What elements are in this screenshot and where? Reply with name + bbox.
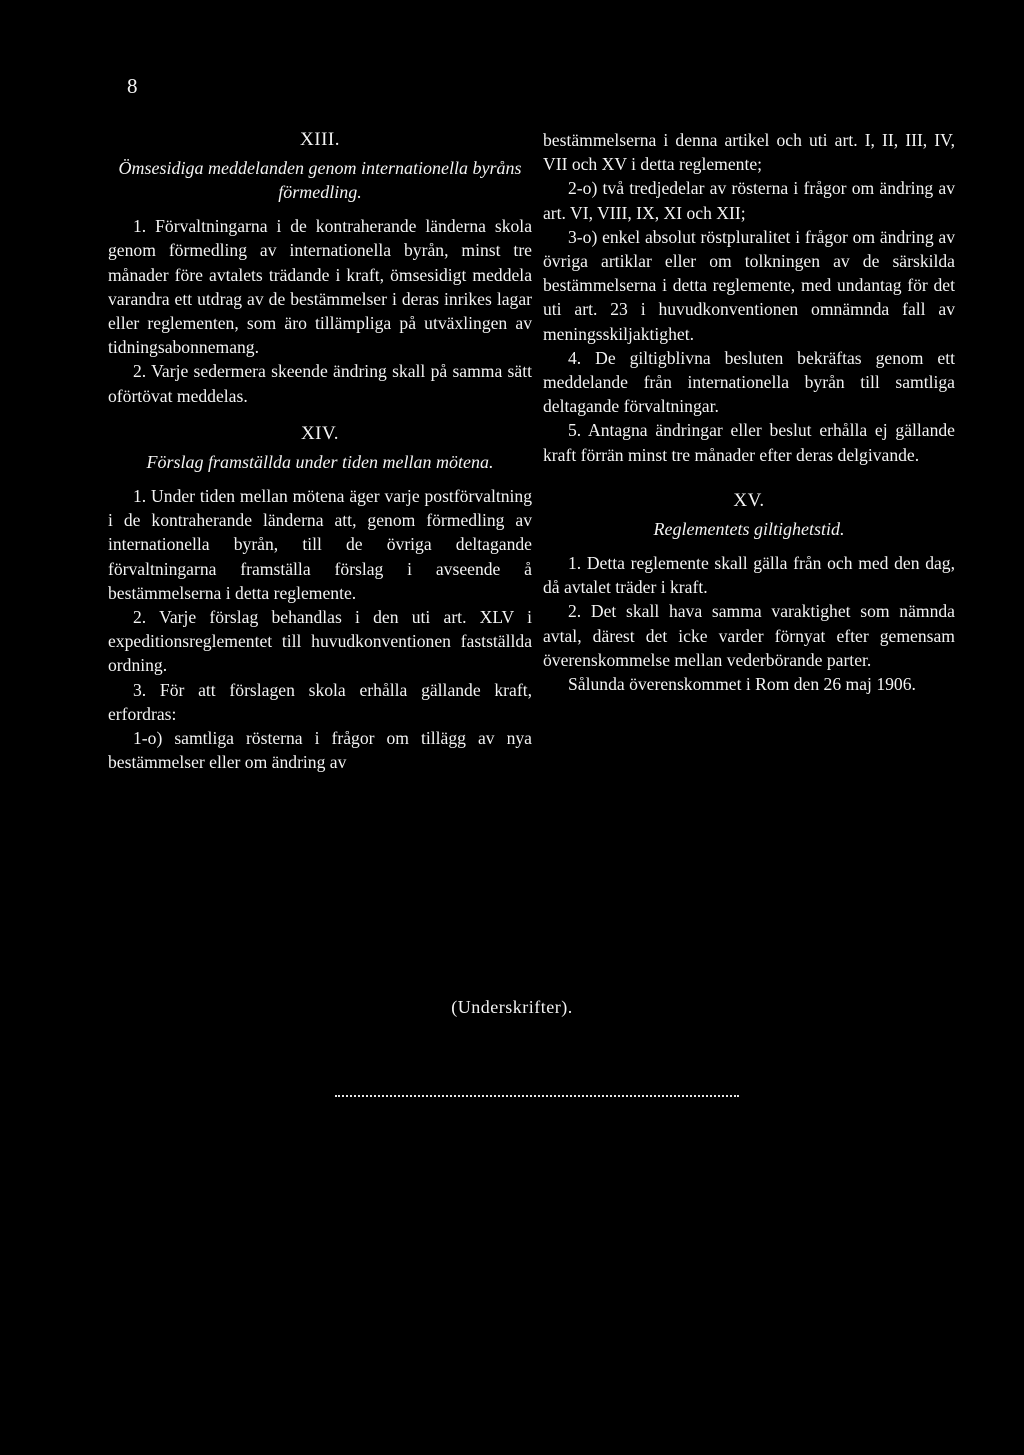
right-column: [543, 128, 955, 696]
section-xiii-subtitle: Ömsesidiga meddelanden genom internationella byråns förmedling.: [118, 158, 522, 203]
section-xv-paragraph-1: 1. Detta reglemente skall gälla från och med den dag, då avtalet träder i kraft.: [543, 553, 955, 598]
section-xiv-paragraph-3: 3. För att förslagen skola erhålla gällande kraft, erfordras:: [108, 679, 532, 724]
section-xiv-paragraph-4: 1-o) samtliga rösterna i frågor om tillägg av nya bestämmelser eller om ändring av: [108, 728, 532, 773]
continuation-paragraph-3: 3-o) enkel absolut röstpluralitet i frågor om ändring av övriga artiklar eller om tolkningen av de särskilda bestämmelserna i detta reglemente, med undantag för det uti art. 23 i huvudkonventionen omnämnda fall av meningsskiljaktighet.: [543, 226, 955, 344]
continuation-paragraph-4: 4. De giltigblivna besluten bekräftas genom ett meddelande från internationella byrån till samtliga deltagande förvaltningar.: [543, 347, 955, 417]
section-xiv-paragraph-1: 1. Under tiden mellan mötena äger varje postförvaltning i de kontraherande länderna att, genom förmedling av internationella byrån, till de övriga deltagande förvaltningarna framställa förslag i avseende å bestämmelserna i detta reglemente.: [108, 486, 532, 603]
continuation-paragraph-1: bestämmelserna i denna artikel och uti art. I, II, III, IV, VII och XV i detta reglemente;: [543, 130, 955, 175]
signature-line: (Underskrifter).: [451, 997, 573, 1017]
continuation-paragraph-2: 2-o) två tredjedelar av rösterna i frågor om ändring av art. VI, VIII, IX, XI och XII;: [543, 178, 955, 223]
page-number: 8: [127, 74, 139, 98]
section-xiv-heading: XIV.: [300, 422, 340, 444]
section-xiv-paragraph-2: 2. Varje förslag behandlas i den uti art. XLV i expeditionsreglementet till huvudkonventionen fastställda ordning.: [108, 607, 532, 676]
section-xiii-paragraph-1: 1. Förvaltningarna i de kontraherande länderna skola genom förmedling av internationella byrån, minst tre månader före avtalets trädande i kraft, ömsesidigt meddela varandra ett utdrag av de bestämmelser i deras inrikes lagar eller reglementen, som äro tillämpliga på utväxlingen av tidningsabonnemang.: [108, 216, 532, 358]
section-xv-subtitle: Reglementets giltighetstid.: [653, 519, 845, 540]
continuation-paragraph-5: 5. Antagna ändringar eller beslut erhålla ej gällande kraft förrän minst tre månader efter deras delgivande.: [543, 420, 955, 465]
left-column: [108, 128, 532, 774]
section-xiii-heading: XIII.: [300, 129, 340, 150]
section-xv-heading: XV.: [733, 489, 765, 511]
section-xv-paragraph-2: 2. Det skall hava samma varaktighet som nämnda avtal, därest det icke varder förnyat efter gemensam överenskommelse mellan vederbörande parter.: [543, 601, 955, 670]
section-xiii-paragraph-2: 2. Varje sedermera skeende ändring skall på samma sätt oförtövat meddelas.: [108, 361, 532, 406]
section-xv-paragraph-3: Sålunda överenskommet i Rom den 26 maj 1906.: [568, 674, 916, 695]
dotted-divider: [335, 1095, 739, 1097]
section-xiv-subtitle: Förslag framställda under tiden mellan mötena.: [146, 452, 494, 473]
